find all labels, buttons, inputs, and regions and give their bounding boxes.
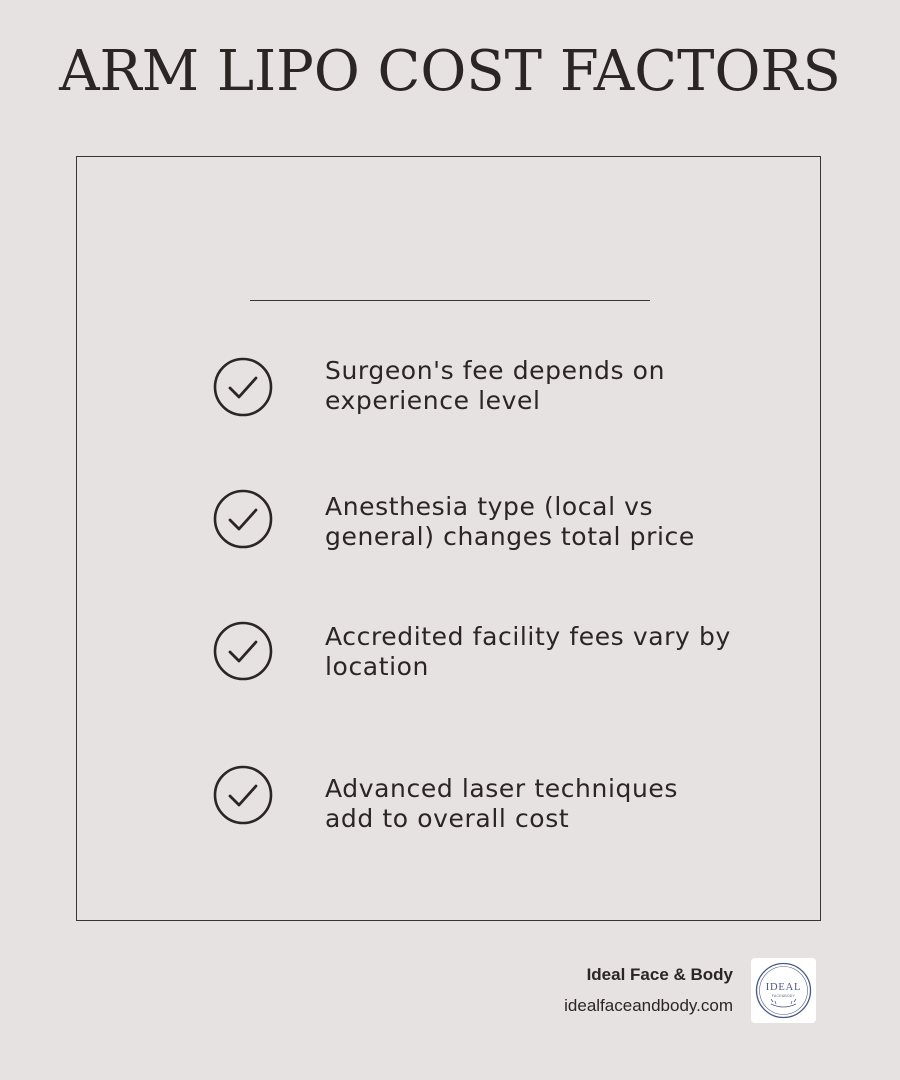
- brand-name: Ideal Face & Body: [586, 965, 733, 984]
- list-item: [212, 764, 732, 833]
- list-item-text: Surgeon's fee depends on experience level: [325, 356, 666, 415]
- list-item-text: Advanced laser techniques add to overall cost: [325, 774, 679, 833]
- page-title: ARM LIPO COST FACTORS: [59, 39, 841, 104]
- list-item-text: Accredited facility fees vary by location: [325, 622, 731, 681]
- ideal-face-body-logo-icon: [751, 958, 816, 1023]
- list-item: [212, 356, 732, 420]
- check-circle-icon: [212, 488, 274, 550]
- website-link[interactable]: idealfaceandbody.com: [564, 996, 733, 1015]
- logo-subtext: FACE&BODY: [771, 994, 796, 998]
- check-circle-icon: [212, 620, 274, 682]
- list-item: [212, 488, 732, 552]
- list-item-text: Anesthesia type (local vs general) changes total price: [325, 492, 695, 551]
- brand-logo: [751, 958, 816, 1023]
- divider: [250, 300, 650, 301]
- logo-wordmark: IDEAL: [765, 982, 802, 993]
- list-item: [212, 620, 732, 684]
- check-circle-icon: [212, 356, 274, 418]
- check-circle-icon: [212, 764, 274, 826]
